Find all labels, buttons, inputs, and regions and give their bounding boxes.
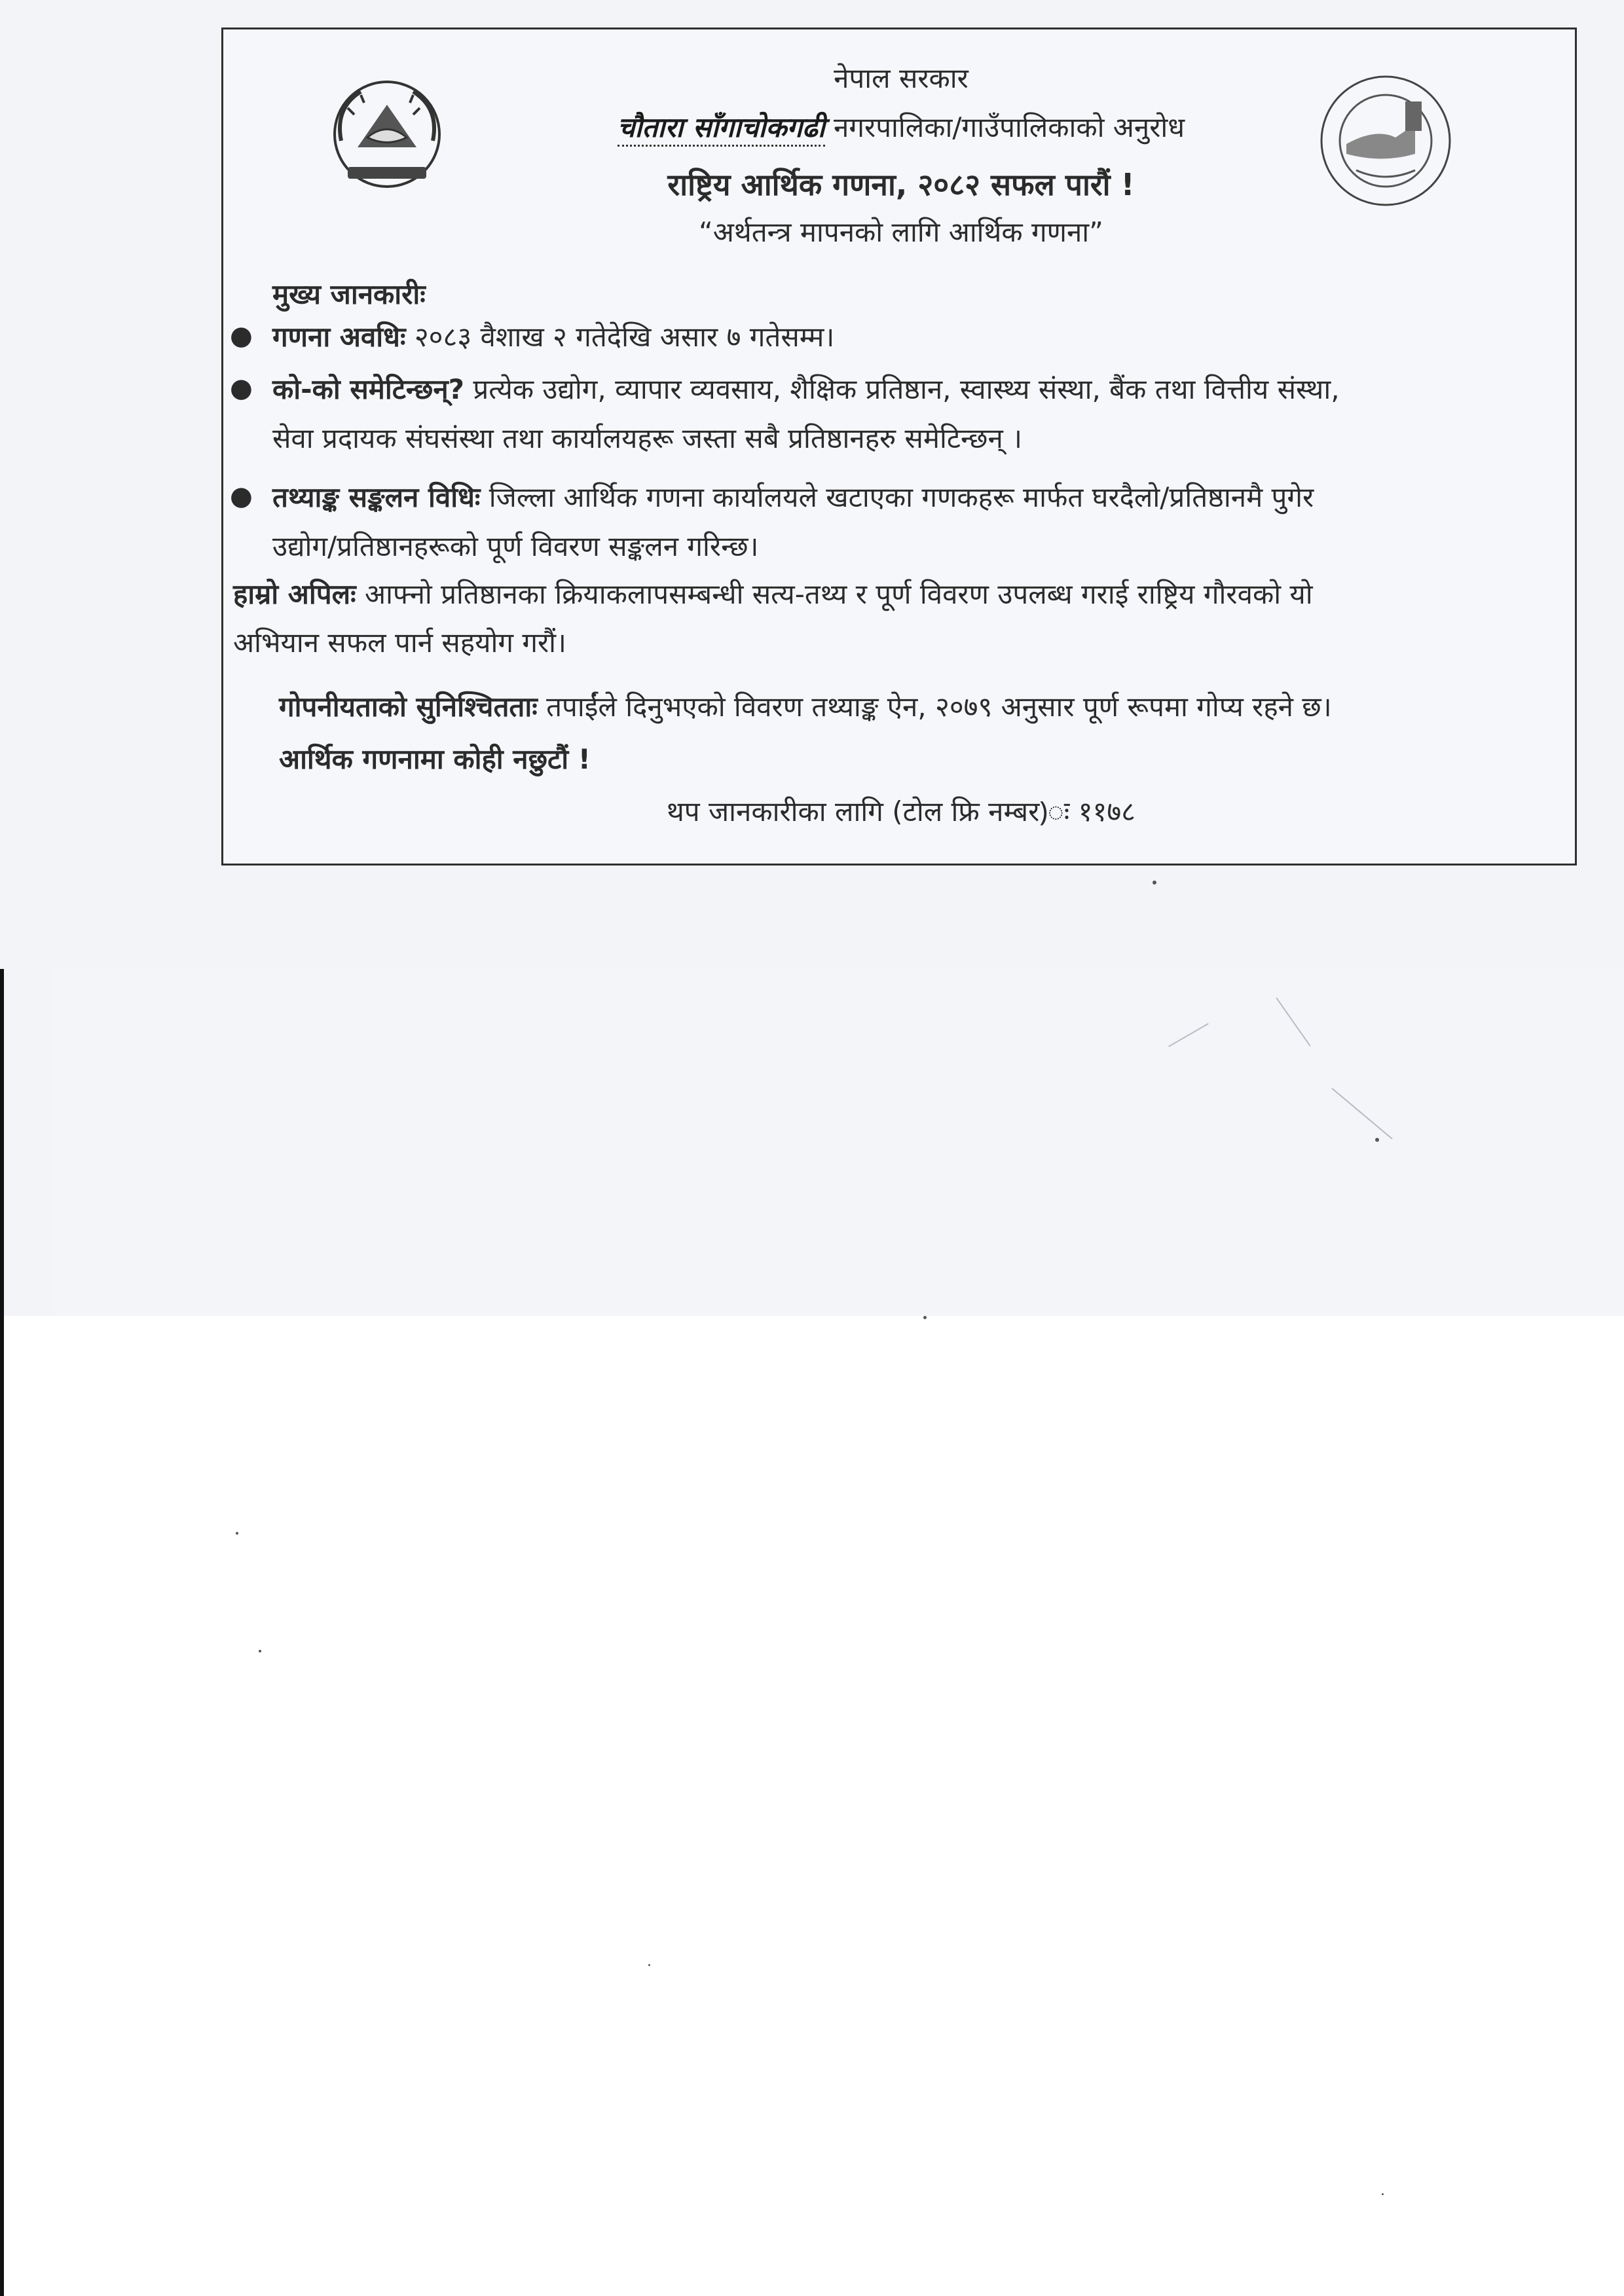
scan-speck bbox=[236, 1532, 238, 1535]
request-line bbox=[223, 111, 1579, 144]
scanned-paper-lower bbox=[52, 969, 1624, 1316]
scan-speck bbox=[923, 1316, 927, 1319]
coverage-label: को-को समेटिन्छन्? bbox=[272, 373, 465, 405]
tollfree-line: थप जानकारीका लागि (टोल फ्रि नम्बर)ः ११७८ bbox=[666, 795, 1136, 828]
nobody-missed-line: आर्थिक गणनामा कोही नछुटौं ! bbox=[279, 743, 591, 775]
bullet-icon: ● bbox=[230, 321, 253, 351]
request-suffix: नगरपालिका/गाउँपालिकाको अनुरोध bbox=[824, 111, 1185, 143]
method-label: तथ्याङ्क सङ्कलन विधिः bbox=[272, 481, 481, 513]
bullet-icon: ● bbox=[230, 373, 253, 403]
scan-speck bbox=[1382, 2193, 1384, 2195]
census-quote: “अर्थतन्त्र मापनको लागि आर्थिक गणना” bbox=[699, 216, 1103, 248]
appeal-text-1: आफ्नो प्रतिष्ठानका क्रियाकलापसम्बन्धी सत्य-तथ्य र पूर्ण विवरण उपलब्ध गराई राष्ट्रिय गौरवको यो bbox=[356, 578, 1313, 610]
municipality-handwritten: चौतारा साँगाचोकगढी bbox=[618, 111, 825, 147]
method-text-1: जिल्ला आर्थिक गणना कार्यालयले खटाएका गणकहरू मार्फत घरदैलो/प्रतिष्ठानमै पुगेर bbox=[480, 481, 1314, 513]
method-text-2: उद्योग/प्रतिष्ठानहरूको पूर्ण विवरण सङ्कलन गरिन्छ। bbox=[272, 530, 759, 562]
period-label: गणना अवधिः bbox=[272, 321, 406, 353]
appeal-line-1 bbox=[233, 578, 1313, 611]
scan-speck bbox=[259, 1650, 261, 1652]
privacy-label: गोपनीयताको सुनिश्चितताः bbox=[279, 691, 538, 723]
scan-speck bbox=[1153, 881, 1156, 884]
scan-edge-shadow bbox=[0, 969, 4, 2296]
privacy-text: तपाईंले दिनुभएको विवरण तथ्याङ्क ऐन, २०७९ अनुसार पूर्ण रूपमा गोप्य रहने छ। bbox=[537, 691, 1332, 723]
main-info-heading: मुख्य जानकारीः bbox=[272, 278, 426, 310]
scan-speck bbox=[648, 1964, 650, 1966]
bullet-icon: ● bbox=[230, 481, 253, 511]
coverage-text-1: प्रत्येक उद्योग, व्यापार व्यवसाय, शैक्षिक प्रतिष्ठान, स्वास्थ्य संस्था, बैंक तथा वित्तीय संस्था, bbox=[464, 373, 1340, 405]
appeal-line-2: अभियान सफल पार्न सहयोग गरौं। bbox=[233, 627, 566, 659]
scan-speck bbox=[1375, 1138, 1379, 1142]
govt-title: नेपाल सरकार bbox=[834, 62, 969, 94]
census-slogan: राष्ट्रिय आर्थिक गणना, २०८२ सफल पारौं ! bbox=[667, 167, 1135, 202]
appeal-label: हाम्रो अपिलः bbox=[233, 578, 356, 610]
privacy-line bbox=[279, 691, 1332, 723]
period-text: २०८३ वैशाख २ गतेदेखि असार ७ गतेसम्म। bbox=[405, 321, 835, 353]
coverage-text-2: सेवा प्रदायक संघसंस्था तथा कार्यालयहरू जस्ता सबै प्रतिष्ठानहरु समेटिन्छन् । bbox=[272, 422, 1023, 454]
census-notice-box bbox=[221, 27, 1577, 866]
